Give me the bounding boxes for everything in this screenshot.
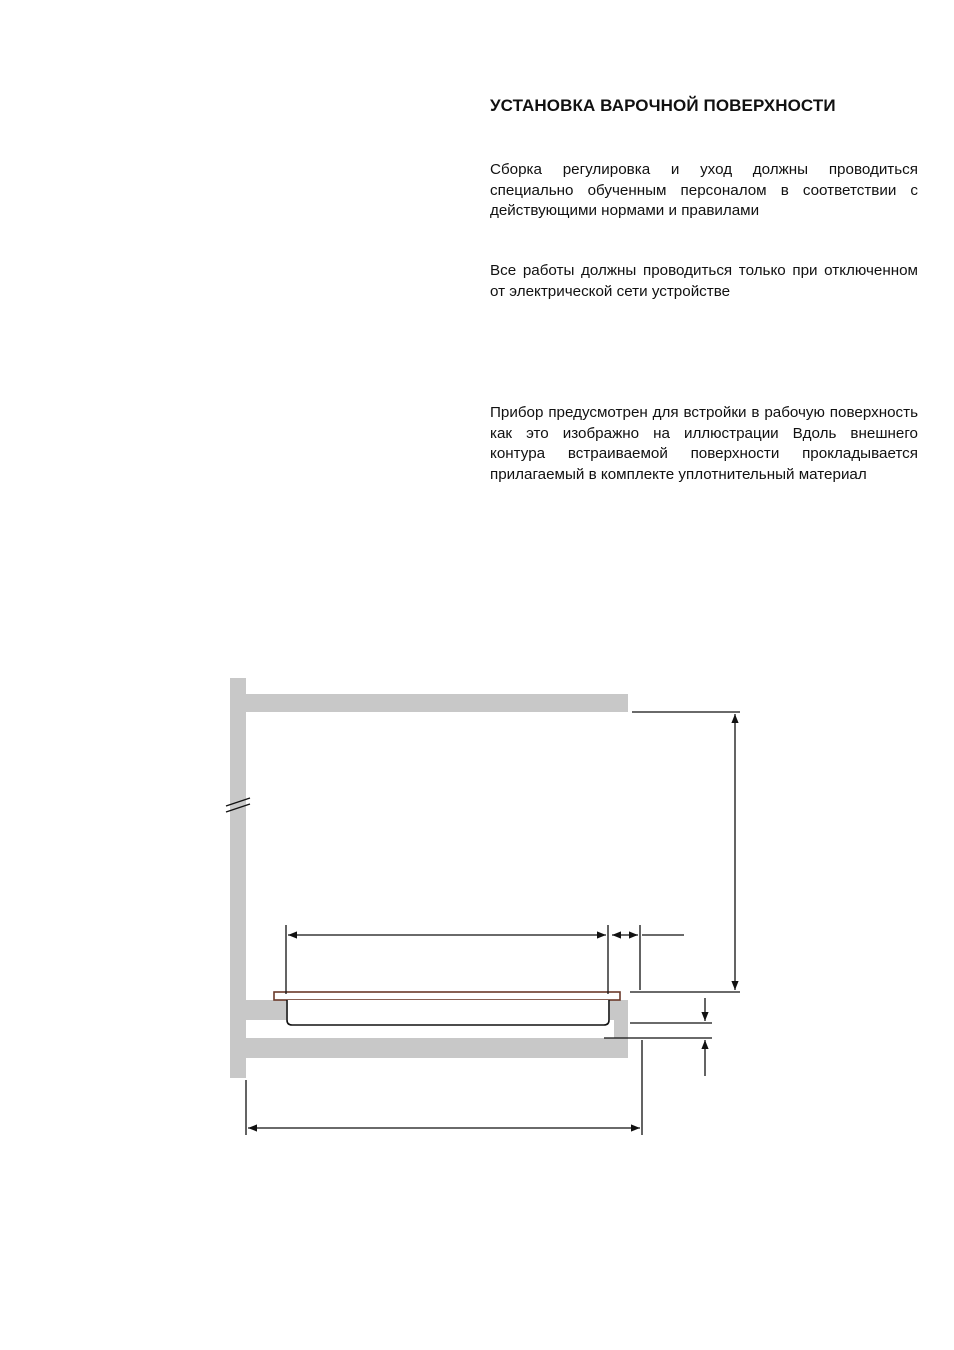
paragraph-assembly: Сборка регулировка и уход должны проводиться специально обученным персоналом в соответствии с действующими нормами и правилами <box>490 161 918 219</box>
paragraph-safety: Все работы должны проводиться только при отключенном от электрической сети устройстве <box>490 262 918 300</box>
worktop-right-support <box>610 1000 628 1020</box>
hob-top-plate <box>274 992 620 1000</box>
cabinet-right-post <box>614 1020 628 1058</box>
cabinet-top-shelf <box>246 694 628 712</box>
hob-unit <box>274 992 620 1025</box>
worktop-left-support <box>246 1000 286 1020</box>
cabinet-left-wall <box>230 678 246 1078</box>
hob-body <box>287 1000 609 1025</box>
page-title: УСТАНОВКА ВАРОЧНОЙ ПОВЕРХНОСТИ <box>490 96 836 115</box>
cabinet-bottom-shelf <box>246 1038 628 1058</box>
dimension-lines <box>246 712 740 1135</box>
paragraph-installation: Прибор предусмотрен для встройки в рабочую поверхность как это изображно на иллюстрации Вдоль внешнего контура встраиваемой поверхности прокладывается прилагаемый в комплекте уплотнительный материал <box>490 404 918 483</box>
